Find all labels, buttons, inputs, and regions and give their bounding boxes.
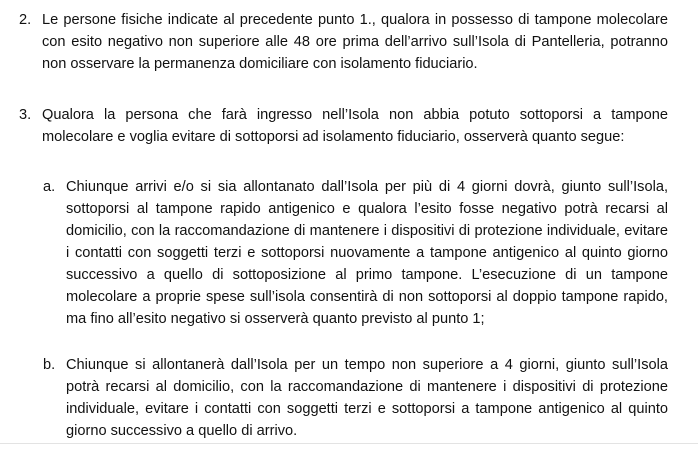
item-2-text: Le persone fisiche indicate al precedente punto 1., qualora in possesso di tampone molecolare con esito negativo non superiore alle 48 ore prima dell’arrivo sull’Isola di Pantelleria, potranno non osservare la permanenza domiciliare con isolamento fiduciario. xyxy=(42,12,668,72)
item-3-marker: 3. xyxy=(19,107,32,123)
subitem-a-text: Chiunque arrivi e/o si sia allontanato dall’Isola per più di 4 giorni dovrà, giunto sull’Isola, sottoporsi al tampone rapido antigenico e qualora l’esito fosse negativo potrà recarsi al domicilio, con la raccomandazione di mantenere i dispositivi di protezione individuale, evitare i contatti con soggetti terzi e sottoporsi nuovamente a tampone antigenico al quinto giorno successivo a quello di sottoposizione al primo tampone. L’esecuzione di un tampone molecolare a proprie spese sull’isola consentirà di non sottoporsi al doppio tampone rapido, ma fino all’esito negativo si osserverà quanto previsto al punto 1; xyxy=(66,179,668,327)
subitem-b-text: Chiunque si allontanerà dall’Isola per un tempo non superiore a 4 giorni, giunto sull’Isola potrà recarsi al domicilio, con la raccomandazione di mantenere i dispositivi di protezione individuale, evitare i contatti con soggetti terzi e sottoporsi a tampone antigenico al quinto giorno successivo a quello di arrivo. xyxy=(66,357,668,439)
subitem-b-marker: b. xyxy=(43,357,56,373)
item-3-text: Qualora la persona che farà ingresso nell’Isola non abbia potuto sottoporsi a tampone molecolare e voglia evitare di sottoporsi ad isolamento fiduciario, osserverà quanto segue: xyxy=(42,107,668,145)
subitem-a-marker: a. xyxy=(43,179,56,195)
item-2-marker: 2. xyxy=(19,12,32,28)
page-bottom-divider xyxy=(0,443,698,444)
